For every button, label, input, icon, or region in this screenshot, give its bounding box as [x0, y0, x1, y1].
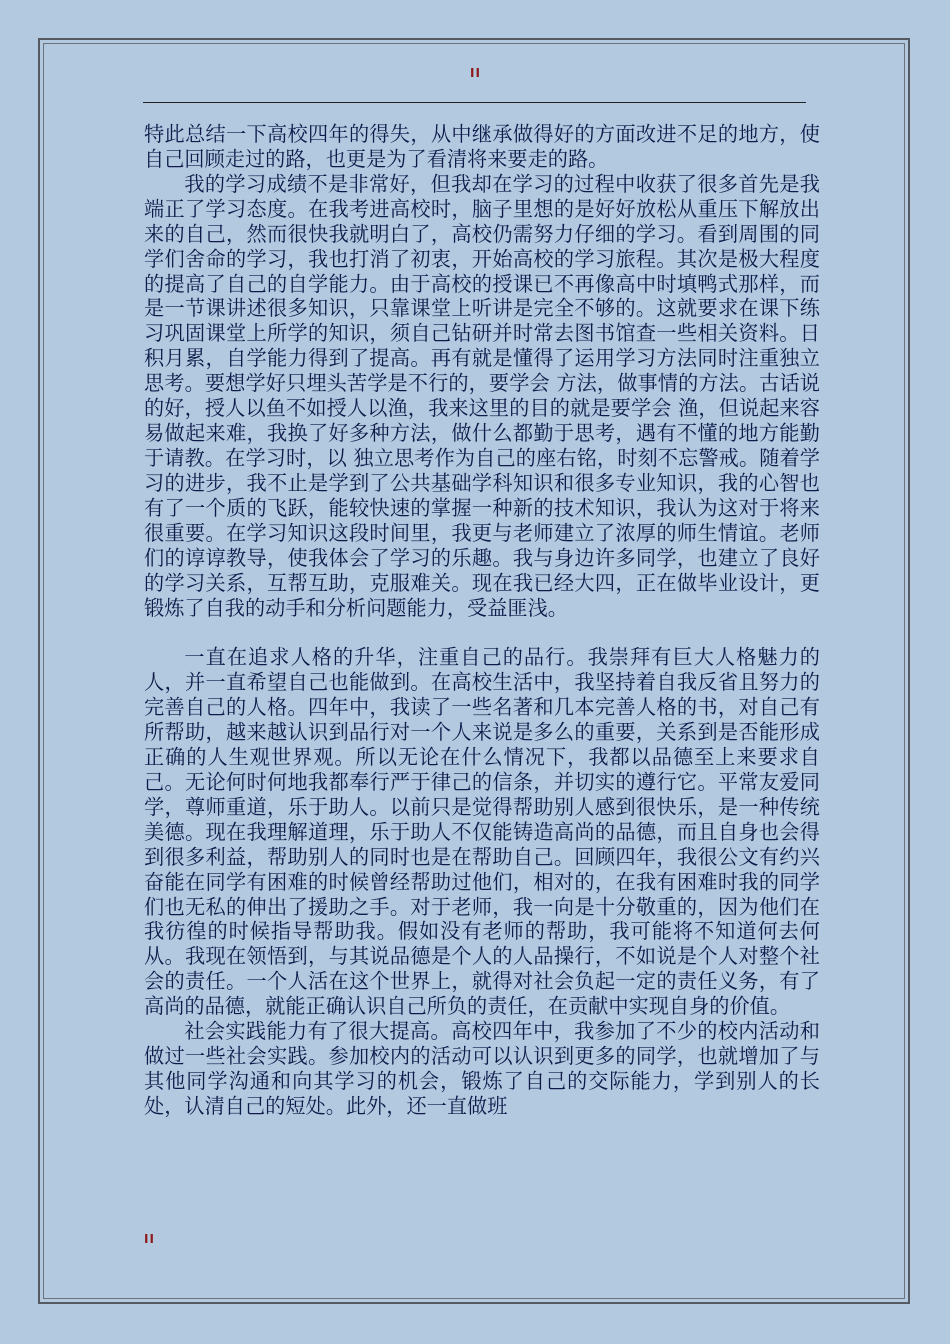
paragraph-character: 一直在追求人格的升华，注重自己的品行。我崇拜有巨大人格魅力的人，并一直希望自己也能做到。在高校生活中，我坚持着自我反省且努力的完善自己的人格。四年中，我读了一些名著和几本完善人格的书，对自己有所帮助，越来越认识到品行对一个人来说是多么的重要，关系到是否能形成正确的人生观世界观。所以无论在什么情况下，我都以品德至上来要求自己。无论何时何地我都奉行严于律己的信条，并切实的遵行它。平常友爱同学，尊师重道，乐于助人。以前只是觉得帮助别人感到很快乐，是一种传统美德。现在我理解道理，乐于助人不仅能铸造高尚的品德，而且自身也会得到很多利益，帮助别人的同时也是在帮助自己。回顾四年，我很公文有约兴奋能在同学有困难的时候曾经帮助过他们，相对的，在我有困难时我的同学们也无私的伸出了援助之手。对于老师，我一向是十分敬重的，因为他们在我彷徨的时候指导帮助我。假如没有老师的帮助，我可能将不知道何去何从。我现在领悟到，与其说品德是个人的人品操行，不如说是个人对整个社会的责任。一个人活在这个世界上，就得对社会负起一定的责任义务，有了高尚的品德，就能正确认识自己所负的责任，在贡献中实现自身的价值。 — [144, 645, 820, 1019]
body-text — [144, 122, 820, 1119]
paragraph-gap — [144, 620, 820, 645]
header-rule — [143, 102, 806, 103]
paragraph-practice: 社会实践能力有了很大提高。高校四年中，我参加了不少的校内活动和做过一些社会实践。参加校内的活动可以认识到更多的同学，也就增加了与其他同学沟通和向其学习的机会，锻炼了自己的交际能力，学到别人的长处，认清自己的短处。此外，还一直做班 — [144, 1019, 820, 1118]
paragraph-study: 我的学习成绩不是非常好，但我却在学习的过程中收获了很多首先是我端正了学习态度。在我考进高校时，脑子里想的是好好放松从重压下解放出来的自己，然而很快我就明白了，高校仍需努力仔细的学习。看到周围的同学们舍命的学习，我也打消了初衷，开始高校的学习旅程。其次是极大程度的提高了自己的自学能力。由于高校的授课已不再像高中时填鸭式那样，而是一节课讲述很多知识，只靠课堂上听讲是完全不够的。这就要求在课下练习巩固课堂上所学的知识，须自己钻研并时常去图书馆查一些相关资料。日积月累，自学能力得到了提高。再有就是懂得了运用学习方法同时注重独立思考。要想学好只埋头苦学是不行的，要学会 方法，做事情的方法。古话说的好，授人以鱼不如授人以渔，我来这里的目的就是要学会 渔，但说起来容易做起来难，我换了好多种方法，做什么都勤于思考，遇有不懂的地方能勤于请教。在学习时，以 独立思考作为自己的座右铭，时刻不忘警戒。随着学习的进步，我不止是学到了公共基础学科知识和很多专业知识，我的心智也有了一个质的飞跃，能较快速的掌握一种新的技术知识，我认为这对于将来很重要。在学习知识这段时间里，我更与老师建立了浓厚的师生情谊。老师们的谆谆教导，使我体会了学习的乐趣。我与身边许多同学，也建立了良好的学习关系，互帮互助，克服难关。现在我已经大四，正在做毕业设计，更锻炼了自我的动手和分析问题能力，受益匪浅。 — [144, 171, 820, 620]
footer-mark: II — [144, 1232, 155, 1246]
header-mark: II — [470, 66, 481, 80]
paragraph-intro: 特此总结一下高校四年的得失，从中继承做得好的方面改进不足的地方，使自己回顾走过的路，也更是为了看清将来要走的路。 — [144, 122, 820, 171]
